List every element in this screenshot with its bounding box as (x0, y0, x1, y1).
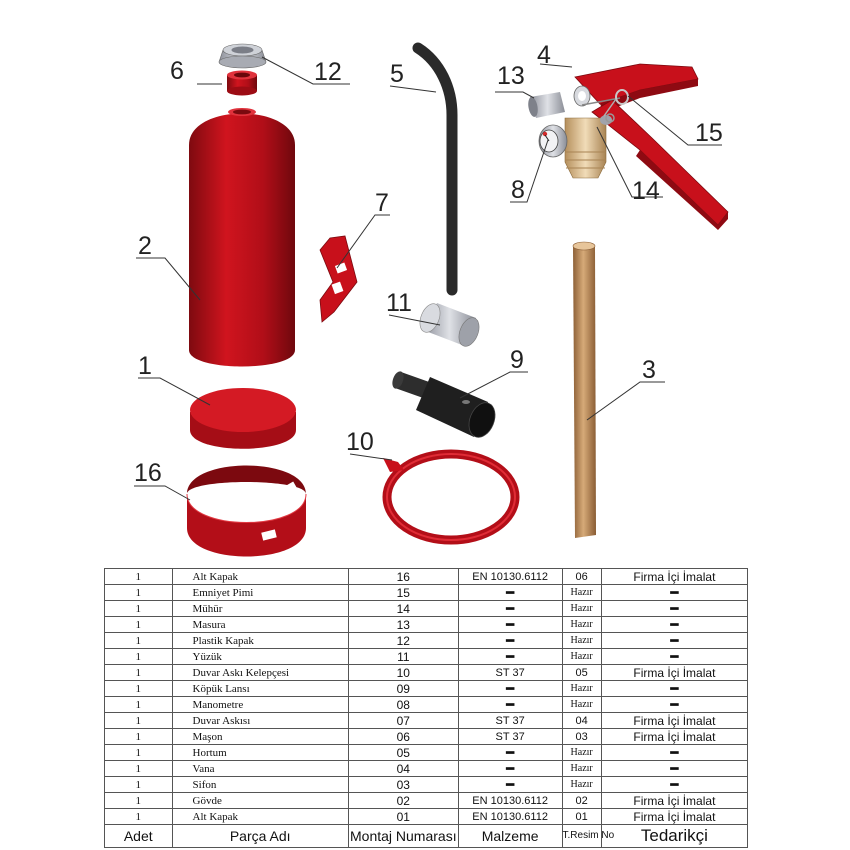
part-04-valve-assembly (565, 64, 728, 230)
table-row (105, 809, 748, 825)
table-row (105, 713, 748, 729)
cell-part-name: Alt Kapak (172, 569, 348, 585)
cell-drawing-no: 03 (562, 729, 601, 745)
cell-material: EN 10130.6112 (458, 569, 562, 585)
cell-assembly-no: 09 (348, 681, 458, 697)
cell-assembly-no: 14 (348, 601, 458, 617)
cell-supplier: ━ (601, 697, 747, 713)
part-06-neck-ring (227, 71, 257, 96)
cell-drawing-no: Hazır (562, 745, 601, 761)
cell-qty: 1 (105, 793, 173, 809)
cell-supplier: ━ (601, 777, 747, 793)
cell-drawing-no: 06 (562, 569, 601, 585)
table-row (105, 729, 748, 745)
cell-assembly-no: 15 (348, 585, 458, 601)
callout-13: 13 (497, 62, 525, 90)
callout-11: 11 (386, 289, 412, 317)
callout-12: 12 (314, 58, 342, 86)
cell-assembly-no: 13 (348, 617, 458, 633)
cell-supplier: ━ (601, 649, 747, 665)
bom-body (105, 569, 748, 825)
cell-material: ST 37 (458, 729, 562, 745)
cell-assembly-no: 01 (348, 809, 458, 825)
cell-part-name: Maşon (172, 729, 348, 745)
cell-part-name: Alt Kapak (172, 809, 348, 825)
cell-part-name: Köpük Lansı (172, 681, 348, 697)
table-row (105, 649, 748, 665)
cell-supplier: Firma İçi İmalat (601, 793, 747, 809)
cell-part-name: Sifon (172, 777, 348, 793)
cell-material: ━ (458, 745, 562, 761)
cell-qty: 1 (105, 729, 173, 745)
table-row (105, 681, 748, 697)
callout-5: 5 (390, 60, 404, 88)
cell-qty: 1 (105, 809, 173, 825)
part-01-bottom-cap (190, 388, 296, 449)
cell-material: ━ (458, 585, 562, 601)
callout-8: 8 (511, 176, 525, 204)
cell-part-name: Hortum (172, 745, 348, 761)
cell-material: ST 37 (458, 713, 562, 729)
cell-qty: 1 (105, 601, 173, 617)
part-09-foam-lance (390, 370, 500, 441)
callout-9: 9 (510, 346, 524, 374)
header-part-name: Parça Adı (172, 825, 348, 848)
cell-material: ━ (458, 681, 562, 697)
header-assembly-no: Montaj Numarası (348, 825, 458, 848)
cell-part-name: Manometre (172, 697, 348, 713)
callout-14: 14 (632, 177, 660, 205)
cell-qty: 1 (105, 633, 173, 649)
cell-qty: 1 (105, 745, 173, 761)
table-row (105, 601, 748, 617)
cell-supplier: ━ (601, 681, 747, 697)
table-row (105, 633, 748, 649)
part-10-wall-clamp (383, 454, 515, 540)
cell-supplier: ━ (601, 633, 747, 649)
part-07-wall-bracket (320, 236, 357, 322)
cell-material: ST 37 (458, 665, 562, 681)
part-16-base-ring (187, 466, 306, 557)
cell-part-name: Gövde (172, 793, 348, 809)
cell-supplier: ━ (601, 585, 747, 601)
cell-material: ━ (458, 649, 562, 665)
callout-2: 2 (138, 232, 152, 260)
part-13-nozzle (527, 92, 565, 118)
part-11-ferrule (416, 301, 483, 350)
part-03-siphon-tube (573, 242, 596, 538)
cell-drawing-no: Hazır (562, 649, 601, 665)
cell-material: EN 10130.6112 (458, 809, 562, 825)
cell-qty: 1 (105, 681, 173, 697)
table-row (105, 697, 748, 713)
callout-3: 3 (642, 356, 656, 384)
cell-drawing-no: Hazır (562, 601, 601, 617)
part-02-cylinder-body (189, 108, 295, 367)
cell-assembly-no: 05 (348, 745, 458, 761)
cell-drawing-no: 01 (562, 809, 601, 825)
cell-material: ━ (458, 633, 562, 649)
cell-assembly-no: 11 (348, 649, 458, 665)
cell-material: ━ (458, 777, 562, 793)
cell-qty: 1 (105, 777, 173, 793)
callout-15: 15 (695, 119, 723, 147)
header-drawing-no: T.Resim No (562, 825, 601, 848)
cell-assembly-no: 16 (348, 569, 458, 585)
cell-supplier: ━ (601, 761, 747, 777)
cell-assembly-no: 02 (348, 793, 458, 809)
table-row (105, 665, 748, 681)
cell-supplier: ━ (601, 601, 747, 617)
cell-part-name: Yüzük (172, 649, 348, 665)
table-row (105, 745, 748, 761)
cell-drawing-no: Hazır (562, 681, 601, 697)
cell-part-name: Emniyet Pimi (172, 585, 348, 601)
cell-qty: 1 (105, 665, 173, 681)
cell-material: ━ (458, 761, 562, 777)
table-row (105, 777, 748, 793)
cell-qty: 1 (105, 713, 173, 729)
cell-assembly-no: 06 (348, 729, 458, 745)
table-row (105, 617, 748, 633)
cell-supplier: ━ (601, 617, 747, 633)
cell-supplier: Firma İçi İmalat (601, 809, 747, 825)
header-supplier: Tedarikçi (601, 825, 747, 848)
table-row (105, 793, 748, 809)
cell-part-name: Duvar Askı Kelepçesi (172, 665, 348, 681)
cell-qty: 1 (105, 617, 173, 633)
cell-drawing-no: 04 (562, 713, 601, 729)
header-qty: Adet (105, 825, 173, 848)
cell-part-name: Masura (172, 617, 348, 633)
cell-qty: 1 (105, 585, 173, 601)
header-material: Malzeme (458, 825, 562, 848)
cell-part-name: Mühür (172, 601, 348, 617)
cell-assembly-no: 08 (348, 697, 458, 713)
cell-supplier: ━ (601, 745, 747, 761)
cell-drawing-no: Hazır (562, 585, 601, 601)
cell-assembly-no: 07 (348, 713, 458, 729)
cell-supplier: Firma İçi İmalat (601, 729, 747, 745)
bom-header-row (105, 825, 748, 848)
cell-part-name: Duvar Askısı (172, 713, 348, 729)
table-row (105, 761, 748, 777)
cell-part-name: Vana (172, 761, 348, 777)
callout-10: 10 (346, 428, 374, 456)
cell-assembly-no: 04 (348, 761, 458, 777)
cell-drawing-no: 05 (562, 665, 601, 681)
cell-drawing-no: 02 (562, 793, 601, 809)
cell-material: ━ (458, 697, 562, 713)
cell-supplier: Firma İçi İmalat (601, 569, 747, 585)
cell-material: ━ (458, 617, 562, 633)
cell-material: ━ (458, 601, 562, 617)
part-12-plastic-cap (219, 44, 266, 68)
callout-16: 16 (134, 459, 162, 487)
part-05-hose (418, 48, 452, 290)
bill-of-materials-table (104, 568, 748, 848)
cell-supplier: Firma İçi İmalat (601, 665, 747, 681)
callout-7: 7 (375, 189, 389, 217)
callout-1: 1 (138, 352, 152, 380)
cell-drawing-no: Hazır (562, 617, 601, 633)
callout-6: 6 (170, 57, 184, 85)
cell-part-name: Plastik Kapak (172, 633, 348, 649)
cell-qty: 1 (105, 649, 173, 665)
table-row (105, 585, 748, 601)
cell-drawing-no: Hazır (562, 697, 601, 713)
cell-drawing-no: Hazır (562, 633, 601, 649)
table-row (105, 569, 748, 585)
callout-4: 4 (537, 41, 551, 69)
cell-qty: 1 (105, 569, 173, 585)
cell-qty: 1 (105, 761, 173, 777)
cell-supplier: Firma İçi İmalat (601, 713, 747, 729)
cell-assembly-no: 10 (348, 665, 458, 681)
cell-assembly-no: 03 (348, 777, 458, 793)
cell-drawing-no: Hazır (562, 761, 601, 777)
cell-material: EN 10130.6112 (458, 793, 562, 809)
part-08-pressure-gauge (539, 125, 567, 157)
cell-drawing-no: Hazır (562, 777, 601, 793)
cell-qty: 1 (105, 697, 173, 713)
cell-assembly-no: 12 (348, 633, 458, 649)
